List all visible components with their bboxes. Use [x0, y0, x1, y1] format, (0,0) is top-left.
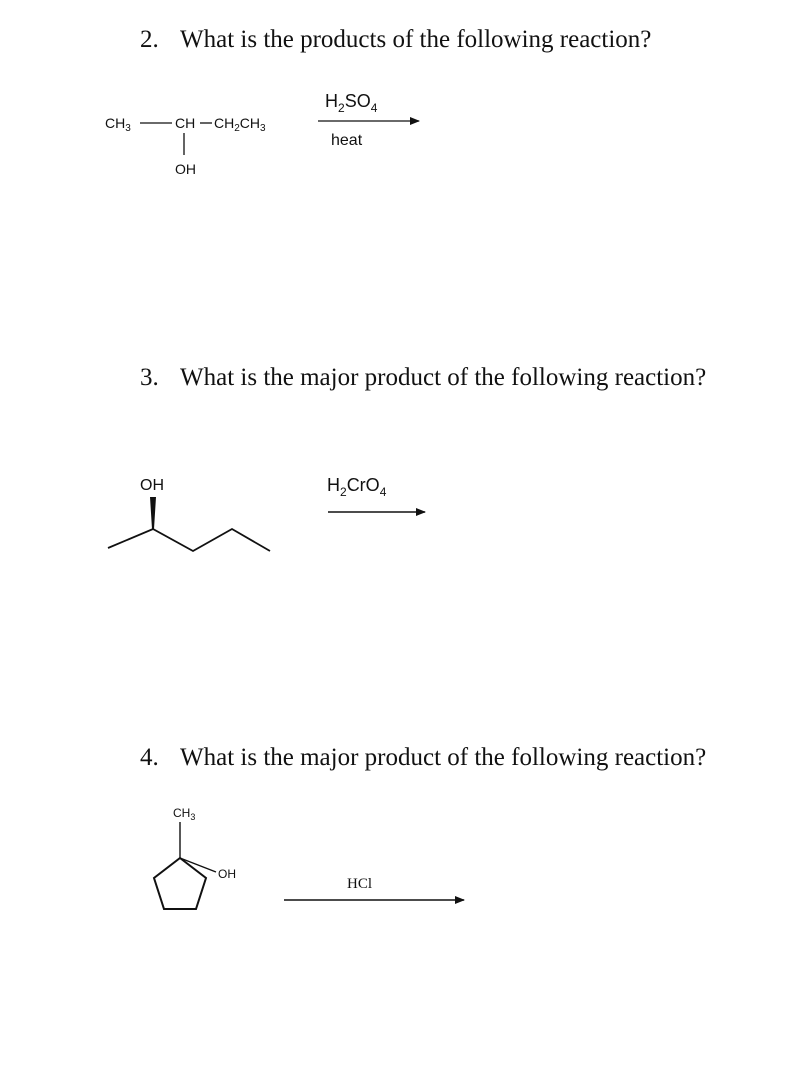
ch3-label: $CH_3$ — [173, 806, 196, 822]
question-3-number: 3. — [140, 364, 159, 391]
question-2-text: What is the products of the following reaction? — [180, 26, 652, 53]
question-4-text: What is the major product of the following reaction? — [180, 744, 707, 771]
reactant-3-skeletal — [108, 477, 270, 551]
question-2-number: 2. — [140, 26, 159, 53]
reagent-h2so4: $H_2SO_4$ — [325, 91, 378, 115]
bond-oh — [180, 858, 216, 872]
reagent-h2cro4: $H_2CrO_4$ — [327, 475, 387, 499]
oh-label: OH — [175, 161, 196, 177]
question-4-number: 4. — [140, 744, 159, 771]
reaction-3 — [108, 475, 425, 551]
ch3-label: $CH_3$ — [105, 115, 131, 134]
reaction-2 — [105, 91, 419, 177]
reaction-4 — [154, 806, 464, 909]
reactant-4-skeletal — [154, 806, 236, 909]
oh-label: OH — [218, 867, 236, 881]
ch2ch3-label: $CH_2CH_3$ — [214, 115, 266, 134]
wedge-bond — [150, 497, 156, 529]
question-3-text: What is the major product of the following reaction? — [180, 364, 707, 391]
carbon-chain — [108, 529, 270, 551]
oh-label: OH — [140, 477, 164, 494]
reagent-heat: heat — [331, 132, 363, 149]
reactant-2-structure — [105, 115, 266, 177]
ch-label: CH — [175, 115, 196, 131]
reagent-hcl: HCl — [347, 876, 373, 892]
